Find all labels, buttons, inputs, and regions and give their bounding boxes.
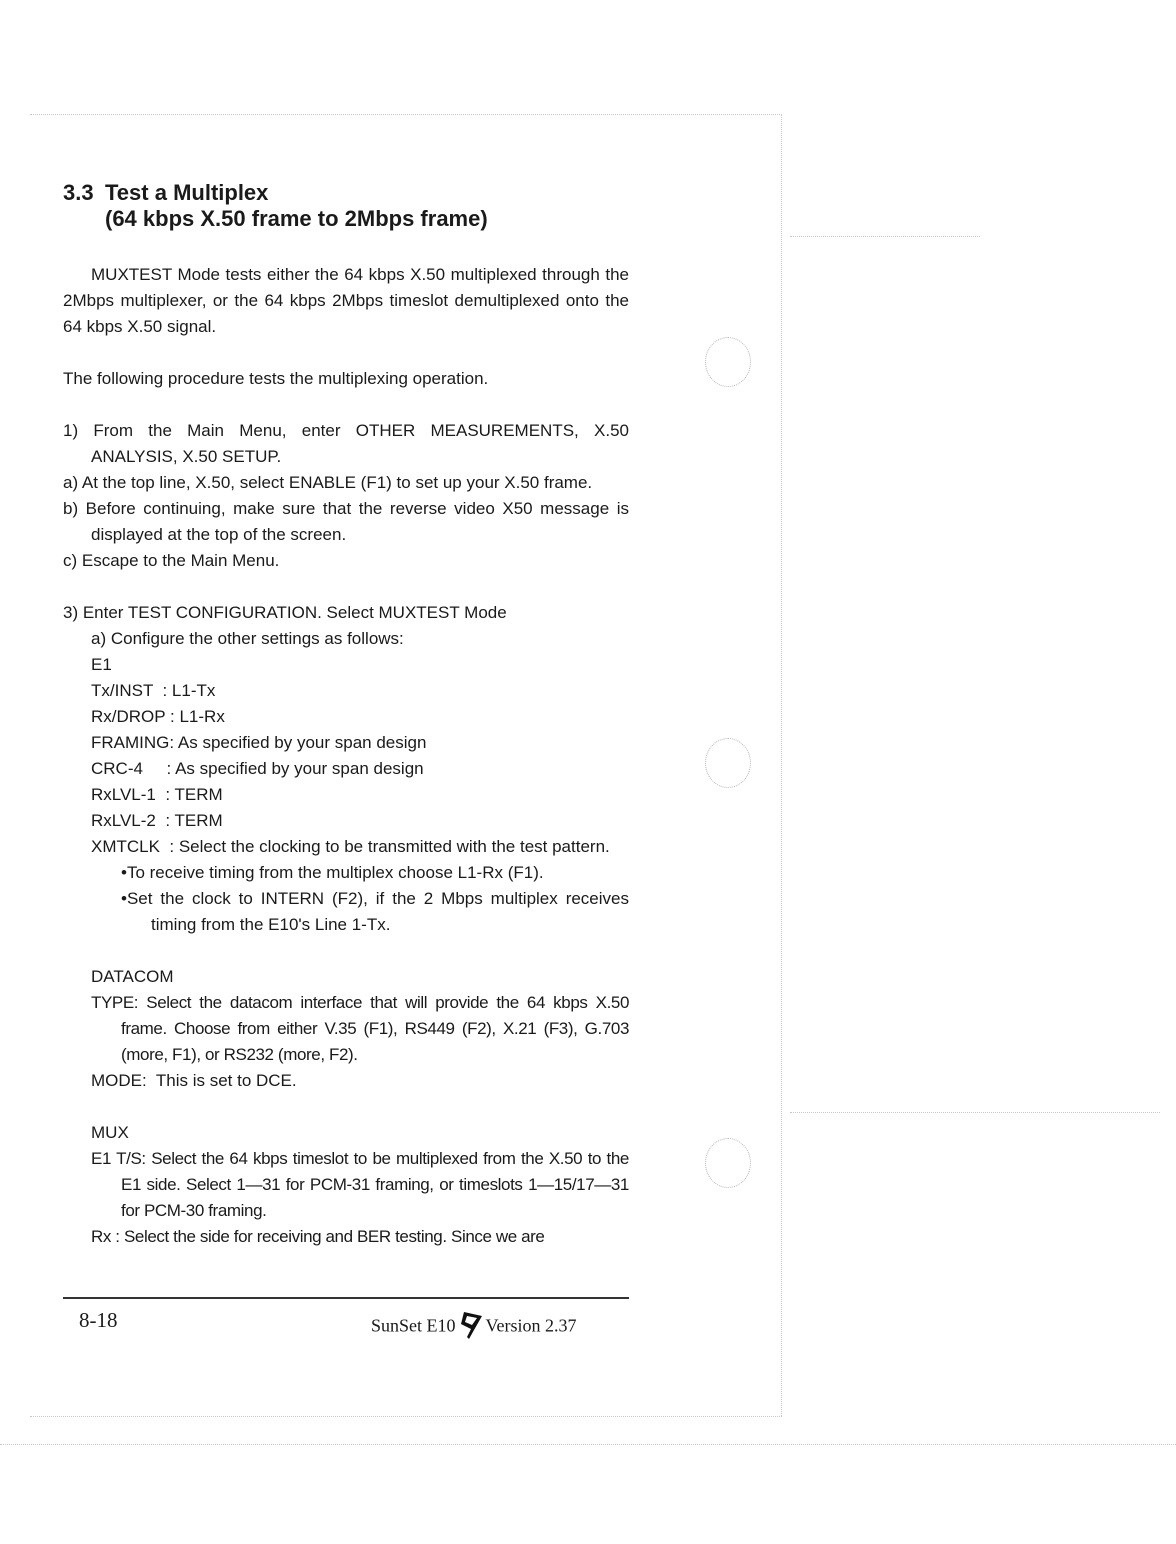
e1-header: E1 — [91, 655, 112, 674]
setting-crc4: CRC-4 : As specified by your span design — [91, 759, 424, 778]
binder-hole-middle — [705, 738, 751, 788]
setting-rxlvl1: RxLVL-1 : TERM — [91, 785, 223, 804]
footer-brand — [371, 1310, 577, 1345]
setting-framing: FRAMING: As specified by your span design — [91, 733, 427, 752]
scan-line-right — [781, 114, 782, 1416]
scan-line-mid-right — [790, 1112, 1160, 1113]
section-title: Test a Multiplex — [105, 180, 269, 205]
step-1: 1) From the Main Menu, enter OTHER MEASUREMENTS, X.50 ANALYSIS, X.50 SETUP. — [63, 421, 629, 466]
step-1b: b) Before continuing, make sure that the reverse video X50 message is displayed at the top of the screen. — [63, 499, 629, 544]
step-3a: a) Configure the other settings as follows: — [91, 629, 404, 648]
text-column — [63, 180, 629, 1250]
datacom-header: DATACOM — [91, 967, 174, 986]
scan-line-bottom — [30, 1416, 782, 1417]
intro-paragraph: MUXTEST Mode tests either the 64 kbps X.50 multiplexed through the 2Mbps multiplexer, or the 64 kbps 2Mbps timeslot demultiplexed onto the 64 kbps X.50 signal. — [63, 265, 629, 336]
sunset-logo-icon — [458, 1310, 484, 1345]
step-1a: a) At the top line, X.50, select ENABLE (F1) to set up your X.50 frame. — [63, 473, 593, 492]
footer-rule — [63, 1297, 629, 1299]
procedure-intro: The following procedure tests the multiplexing operation. — [63, 369, 489, 388]
section-subtitle: (64 kbps X.50 frame to 2Mbps frame) — [105, 206, 488, 231]
mux-header: MUX — [91, 1123, 129, 1142]
page-footer — [63, 1306, 629, 1336]
section-body — [63, 262, 629, 1250]
scan-line-lower — [0, 1444, 1176, 1445]
setting-rx: Rx : Select the side for receiving and BER testing. Since we are — [91, 1227, 545, 1246]
binder-hole-top — [705, 337, 751, 387]
setting-rx-drop: Rx/DROP : L1-Rx — [91, 707, 225, 726]
setting-mode: MODE: This is set to DCE. — [91, 1071, 297, 1090]
version-label: Version 2.37 — [485, 1315, 577, 1336]
step-1c: c) Escape to the Main Menu. — [63, 551, 280, 570]
page-number: 8-18 — [79, 1308, 118, 1332]
binder-hole-bottom — [705, 1138, 751, 1188]
setting-rxlvl2: RxLVL-2 : TERM — [91, 811, 223, 830]
section-heading — [63, 180, 629, 232]
setting-type: TYPE: Select the datacom interface that will provide the 64 kbps X.50 frame. Choose from either V.35 (F1), RS449 (F2), X.21 (F3), G.703 (more, F1), or RS232 (more, F2). — [91, 993, 629, 1064]
scan-line-top — [30, 114, 782, 115]
product-name: SunSet E10 — [371, 1315, 456, 1336]
setting-e1-ts: E1 T/S: Select the 64 kbps timeslot to be multiplexed from the X.50 to the E1 side. Select 1—31 for PCM-31 framing, or timeslots 1—15/17—31 for PCM-30 framing. — [91, 1149, 629, 1220]
step-3: 3) Enter TEST CONFIGURATION. Select MUXTEST Mode — [63, 603, 507, 622]
xmtclk-bullet-1: •To receive timing from the multiplex choose L1-Rx (F1). — [121, 863, 544, 882]
section-number: 3.3 — [63, 180, 94, 205]
setting-tx-inst: Tx/INST : L1-Tx — [91, 681, 216, 700]
xmtclk-bullet-2: •Set the clock to INTERN (F2), if the 2 Mbps multiplex receives timing from the E10's Line 1-Tx. — [121, 889, 629, 934]
scan-line-upper-right — [790, 236, 980, 237]
setting-xmtclk: XMTCLK : Select the clocking to be transmitted with the test pattern. — [91, 837, 610, 856]
